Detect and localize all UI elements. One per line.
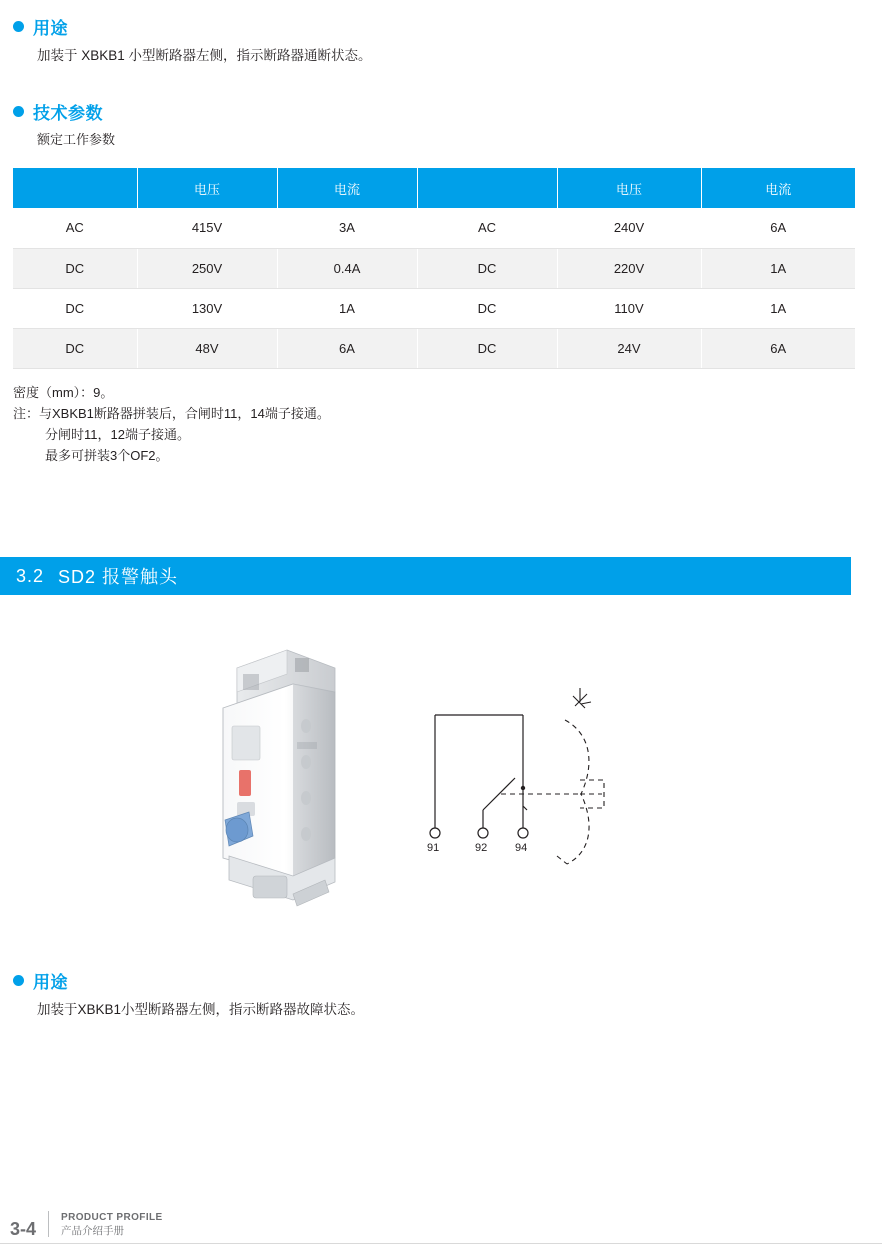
table-cell: 130V	[137, 288, 277, 328]
note-line: 注：与XBKB1断路器拼装后，合闸时11，14端子接通。	[13, 406, 330, 422]
product-photo	[175, 630, 390, 920]
table-cell: 1A	[701, 288, 855, 328]
table-header-cell	[417, 168, 557, 208]
table-cell: 24V	[557, 328, 701, 368]
tech-subtitle: 额定工作参数	[37, 132, 116, 147]
table-row	[13, 288, 855, 328]
table-header-cell: 电流	[701, 168, 855, 208]
use-description-2: 加装于XBKB1小型断路器左侧，指示断路器故障状态。	[37, 1002, 365, 1017]
banner-number: 3.2	[16, 565, 45, 586]
table-cell: DC	[13, 328, 137, 368]
table-cell: AC	[13, 208, 137, 248]
section-heading-tech-params	[13, 99, 103, 124]
table-cell: 110V	[557, 288, 701, 328]
table-header-cell: 电压	[557, 168, 701, 208]
note-line: 分闸时11，12端子接通。	[45, 427, 190, 443]
notes-block	[13, 382, 330, 466]
use-description-1: 加装于 XBKB1 小型断路器左侧，指示断路器通断状态。	[37, 48, 372, 63]
section-banner-3-2	[0, 557, 851, 595]
footer-divider	[0, 1243, 882, 1244]
footer-title-cn: 产品介绍手册	[61, 1224, 125, 1237]
note-line: 最多可拼装3个OF2。	[45, 448, 169, 464]
table-cell: 6A	[701, 208, 855, 248]
section-title: 用途	[33, 19, 68, 38]
table-cell: AC	[417, 208, 557, 248]
table-header-cell	[13, 168, 137, 208]
table-cell: 220V	[557, 248, 701, 288]
footer-title-en: PRODUCT PROFILE	[61, 1212, 163, 1224]
table-cell: DC	[417, 328, 557, 368]
spec-table	[13, 168, 855, 369]
table-row	[13, 208, 855, 248]
wiring-schematic	[405, 660, 655, 880]
table-cell: DC	[13, 248, 137, 288]
note-line: 密度（mm）：9。	[13, 385, 114, 400]
table-cell: DC	[13, 288, 137, 328]
section-heading-use-1	[13, 14, 68, 39]
table-cell: 1A	[701, 248, 855, 288]
table-cell: 6A	[701, 328, 855, 368]
terminal-label-91: 91	[427, 842, 440, 854]
terminal-label-92: 92	[475, 842, 488, 854]
terminal-label-94: 94	[515, 842, 528, 854]
bullet-icon	[13, 106, 24, 117]
table-header-row	[13, 168, 855, 208]
section-title: 技术参数	[33, 104, 103, 123]
bullet-icon	[13, 975, 24, 986]
table-cell: 3A	[277, 208, 417, 248]
bullet-icon	[13, 21, 24, 32]
table-cell: 6A	[277, 328, 417, 368]
table-cell: 240V	[557, 208, 701, 248]
table-row	[13, 248, 855, 288]
banner-title: SD2 报警触头	[58, 567, 179, 587]
section-heading-use-2	[13, 968, 68, 993]
table-header-cell: 电压	[137, 168, 277, 208]
table-row	[13, 328, 855, 368]
page-number: 3-4	[10, 1219, 37, 1239]
table-cell: 48V	[137, 328, 277, 368]
footer	[10, 1211, 163, 1238]
footer-separator	[48, 1211, 49, 1237]
table-cell: 250V	[137, 248, 277, 288]
table-cell: DC	[417, 288, 557, 328]
table-header-cell: 电流	[277, 168, 417, 208]
table-cell: 415V	[137, 208, 277, 248]
table-cell: 1A	[277, 288, 417, 328]
section-title: 用途	[33, 973, 68, 992]
table-cell: 0.4A	[277, 248, 417, 288]
table-cell: DC	[417, 248, 557, 288]
